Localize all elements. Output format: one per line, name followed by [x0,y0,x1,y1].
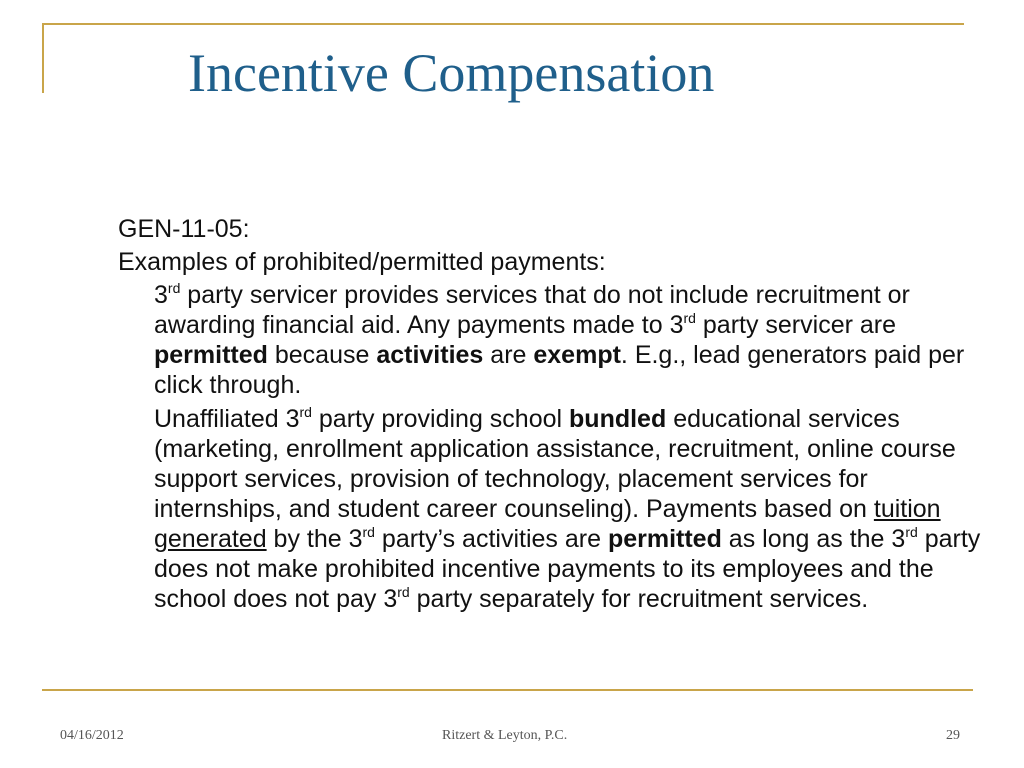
footer-firm: Ritzert & Leyton, P.C. [442,728,568,743]
example-third-party-servicer: 3rd party servicer provides services that do not include recruitment or awarding financial aid. Any payments made to 3rd party servicer are permitted because activities are exempt. E.g., lead generators paid per click through. [154,279,965,399]
slide-title: Incentive Compensation [188,43,715,103]
heading: GEN-11-05: [118,215,250,243]
left-frame-line [42,23,44,93]
examples-list [118,280,988,614]
example-unaffiliated-party: Unaffiliated 3rd party providing school bundled educational services (marketing, enrollment application assistance, recruitment, online course support services, provision of technology, placement services for internships, and student career counseling). Payments based on tuition generated by the 3rd party’s activities are permitted as long as the 3rd party does not make prohibited incentive payments to its employees and the school does not pay 3rd party separately for recruitment services. [154,403,981,613]
footer-rule [42,689,973,691]
top-frame-line [42,23,964,25]
subheading: Examples of prohibited/permitted payments: [118,248,606,276]
footer-date: 04/16/2012 [60,728,124,743]
slide-body [118,214,988,618]
page-number: 29 [946,728,960,743]
